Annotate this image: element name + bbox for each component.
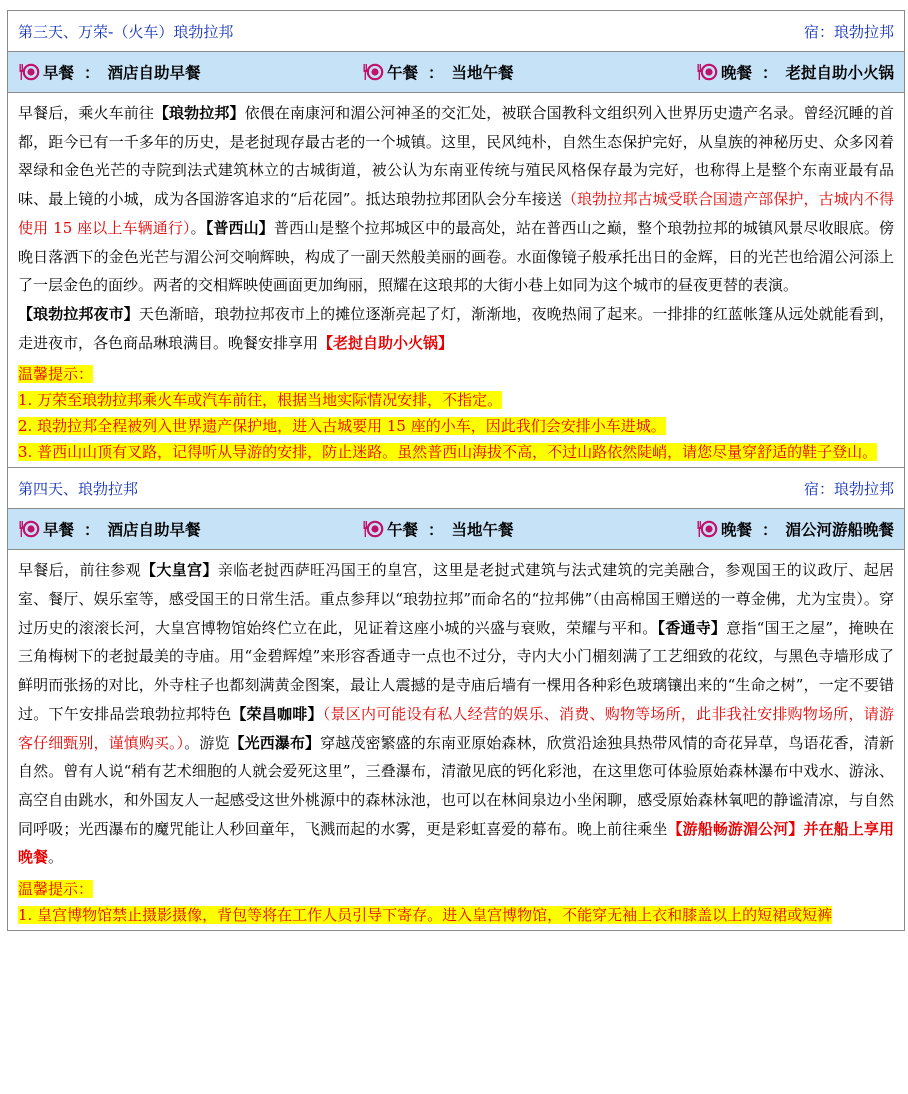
tip-item bbox=[18, 902, 894, 928]
tip-item bbox=[18, 439, 894, 465]
day-title: 第四天、琅勃拉邦 bbox=[18, 479, 139, 498]
tips-section bbox=[8, 876, 904, 930]
dining-icon bbox=[696, 61, 718, 83]
day-stay: 宿：琅勃拉邦 bbox=[803, 479, 894, 498]
day-description bbox=[8, 550, 904, 876]
text: 意指“国王之屋”，掩映在三角梅树下的老挝最美的寺庙。用“金碧辉煌”来形容香通寺一点也不过分，寺内大小门楣刻满了工艺细致的花纹，与黑色寺墙形成了鲜明而张扬的对比，外寺柱子也都刻满黄金图案，最让人震撼的是寺庙后墙有一棵用各种彩色玻璃镶出来的“生命之树”，一定不要错过。下午安排品尝琅勃拉邦特色 bbox=[18, 618, 894, 723]
meal-separator: ： bbox=[84, 64, 100, 82]
text: 依偎在南康河和湄公河神圣的交汇处，被联合国教科文组织列入世界历史遗产名录。曾经沉睡的首都，距今已有一千多年的历史，是老挝现存最古老的一个城镇。这里，民风纯朴，自然生态保护完好，从皇族的神秘历史、众多冈着翠绿和金色光芒的寺院到法式建筑林立的古城街道，被公认为东南亚传统与殖民风格保存最为完好，也称得上是整个东南亚最有品味、最上镜的小城，成为各国游客追求的“后花园”。抵达琅勃拉邦团队会分车接送 bbox=[18, 104, 894, 209]
meal-value: 酒店自助早餐 bbox=[107, 64, 201, 82]
text: 。 bbox=[190, 218, 206, 237]
meal-value: 当地午餐 bbox=[451, 64, 514, 82]
paragraph bbox=[18, 300, 894, 357]
meal-separator: ： bbox=[428, 64, 444, 82]
meal-label: 晚餐 bbox=[720, 64, 752, 82]
text: 亲临老挝西萨旺冯国王的皇宫，这里是老挝式建筑与法式建筑的完美融合，参观国王的议政厅、起居室、餐厅、娱乐室等，感受国王的日常生活。重点参拜以“琅勃拉邦”而命名的“拉邦佛”（由高棉国王赠送的一尊金佛，尤为宝贵）。穿过历史的滚滚长河，大皇宫博物馆始终伫立在此，见证着这座小城的兴盛与衰败，荣耀与平和。 bbox=[18, 561, 894, 637]
dining-icon bbox=[696, 518, 718, 540]
day-header bbox=[8, 11, 904, 52]
highlight-place: 【光西瀑布】 bbox=[229, 733, 321, 752]
meal-label: 早餐 bbox=[43, 521, 75, 540]
highlight-place: 【普西山】 bbox=[205, 218, 274, 237]
meal-lunch bbox=[352, 518, 696, 540]
tip-item bbox=[18, 413, 894, 439]
meal-breakfast bbox=[18, 61, 352, 83]
meal-value: 湄公河游船晚餐 bbox=[785, 521, 895, 540]
tip-item bbox=[18, 387, 894, 413]
highlight-place: 【琅勃拉邦夜市】 bbox=[18, 304, 139, 323]
paragraph bbox=[18, 99, 894, 300]
itinerary-page bbox=[7, 0, 905, 931]
meal-separator: ： bbox=[428, 521, 444, 540]
meal-label: 晚餐 bbox=[720, 521, 752, 540]
highlight-meal: 【老挝自助小火锅】 bbox=[318, 333, 454, 352]
meal-lunch bbox=[352, 61, 696, 83]
text: 穿越茂密繁盛的东南亚原始森林，欣赏沿途独具热带风情的奇花异草，鸟语花香，清新自然。曾有人说“稍有艺术细胞的人就会爱死这里”，三叠瀑布，清澈见底的钙化彩池，在这里您可体验原始森林瀑布中戏水、游泳、高空自由跳水，和外国友人一起感受这世外桃源中的森林泳池，也可以在林间泉边小坐闲聊，感受原始森林氧吧的静谧清凉，与自然同呼吸；光西瀑布的魔咒能让人秒回童年，飞溅而起的水雾，更是彩虹喜爱的幕布。晚上前往乘坐 bbox=[18, 733, 894, 838]
meal-bar bbox=[8, 509, 904, 550]
meal-separator: ： bbox=[761, 521, 778, 540]
notice-text: （景区内可能设有私人经营的娱乐、消费、购物等场所，此非我社安排购物场所，请游客仔细甄别，谨慎购买。） bbox=[18, 704, 894, 752]
tips-title: 温馨提示： bbox=[18, 880, 94, 899]
paragraph bbox=[18, 556, 894, 872]
dining-icon bbox=[362, 61, 384, 83]
day-section bbox=[7, 10, 905, 468]
tip-text: 1. 万荣至琅勃拉邦乘火车或汽车前往，根据当地实际情况安排，不指定。 bbox=[18, 391, 503, 410]
day-header bbox=[8, 468, 904, 509]
dining-icon bbox=[362, 518, 384, 540]
meal-breakfast bbox=[18, 518, 352, 540]
highlight-place: 【琅勃拉邦】 bbox=[153, 104, 245, 122]
meal-label: 午餐 bbox=[386, 521, 418, 540]
day-section bbox=[7, 468, 905, 931]
notice-text: （琅勃拉邦古城受联合国遗产部保护，古城内不得使用 15 座以上车辆通行） bbox=[18, 190, 894, 237]
text: 普西山是整个拉邦城区中的最高处，站在普西山之巅，整个琅勃拉邦的城镇风景尽收眼底。傍晚日落洒下的金色光芒与湄公河交响辉映，构成了一副天然般美丽的画卷。水面像镜子般承托出日的金辉，日的光芒也给湄公河添上了一层金色的面纱。两者的交相辉映使画面更加绚丽，照耀在这琅邦的大街小巷上如同为这个城市的昼夜更替的表演。 bbox=[18, 218, 894, 295]
day-title: 第三天、万荣-（火车）琅勃拉邦 bbox=[18, 22, 234, 41]
dining-icon bbox=[18, 61, 40, 83]
text: 天色渐暗，琅勃拉邦夜市上的摊位逐渐亮起了灯，渐渐地，夜晚热闹了起来。一排排的红蓝帐篷从远处就能看到，走进夜市，各色商品琳琅满目。晚餐安排享用 bbox=[18, 304, 894, 352]
text: 早餐后，乘火车前往 bbox=[18, 104, 154, 122]
meal-label: 午餐 bbox=[386, 64, 418, 82]
meal-dinner bbox=[696, 61, 894, 83]
day-stay: 宿：琅勃拉邦 bbox=[803, 22, 894, 41]
meal-value: 当地午餐 bbox=[451, 521, 514, 540]
meal-label: 早餐 bbox=[43, 64, 75, 82]
highlight-place: 【荣昌咖啡】 bbox=[231, 704, 323, 723]
tip-text: 3. 普西山山顶有叉路，记得听从导游的安排，防止迷路。虽然普西山海拔不高，不过山路依然陡峭，请您尽量穿舒适的鞋子登山。 bbox=[18, 443, 878, 462]
highlight-place: 【香通寺】 bbox=[657, 618, 727, 637]
text: 早餐后，前往参观 bbox=[18, 561, 141, 580]
meal-dinner bbox=[696, 518, 894, 540]
tips-section bbox=[8, 361, 904, 467]
tip-text: 1. 皇宫博物馆禁止摄影摄像，背包等将在工作人员引导下寄存。进入皇宫博物馆，不能穿无袖上衣和膝盖以上的短裙或短裤 bbox=[18, 906, 833, 925]
meal-bar bbox=[8, 52, 904, 93]
tip-text: 2. 琅勃拉邦全程被列入世界遗产保护地，进入古城要用 15 座的小车，因此我们会安排小车进城。 bbox=[18, 417, 666, 436]
meal-separator: ： bbox=[761, 64, 778, 82]
meal-value: 老挝自助小火锅 bbox=[785, 64, 895, 82]
meal-value: 酒店自助早餐 bbox=[107, 521, 201, 540]
text: 。游览 bbox=[184, 733, 230, 752]
text: 。 bbox=[48, 848, 64, 867]
tips-title: 温馨提示： bbox=[18, 365, 94, 384]
day-description bbox=[8, 93, 904, 361]
highlight-place: 【大皇宫】 bbox=[141, 561, 218, 580]
dining-icon bbox=[18, 518, 40, 540]
highlight-meal: 【游船畅游湄公河】并在船上享用晚餐 bbox=[18, 819, 894, 867]
meal-separator: ： bbox=[84, 521, 100, 540]
